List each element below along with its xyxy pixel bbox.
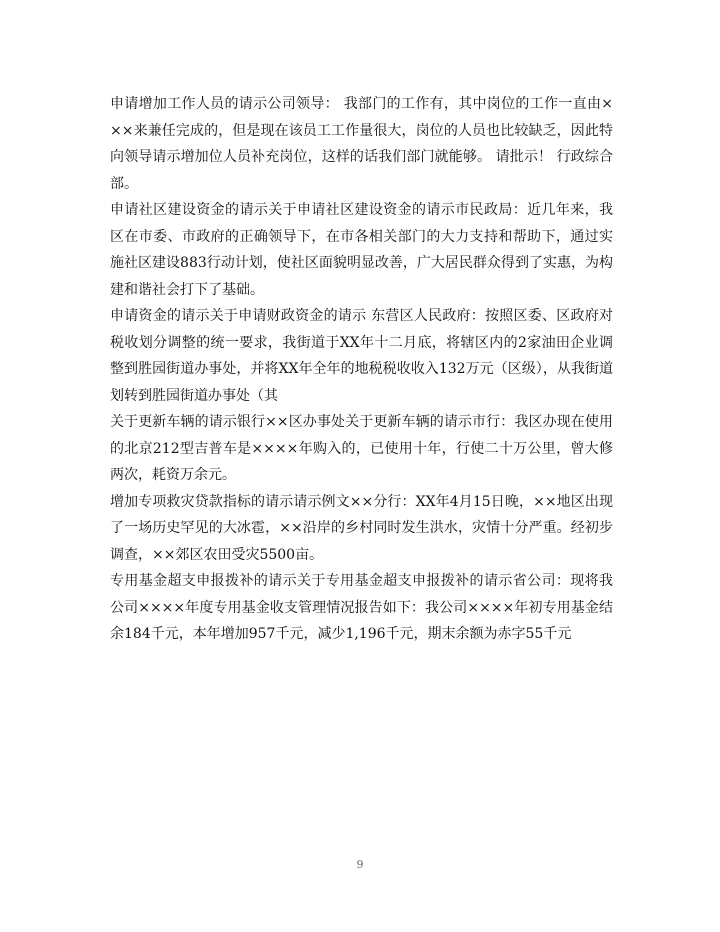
document-body: [110, 91, 613, 648]
paragraph-community-funds: 申请社区建设资金的请示关于申请社区建设资金的请示市民政局：近几年来，我区在市委、市政府的正确领导下，在市各相关部门的大力支持和帮助下，通过实施社区建设883行动计划，使社区面貌明显改善，广大居民群众得到了实惠，为构建和谐社会打下了基础。: [110, 202, 613, 298]
paragraph-fiscal-funds: 申请资金的请示关于申请财政资金的请示 东营区人民政府：按照区委、区政府对税收划分调整的统一要求，我街道于XX年十二月底，将辖区内的2家油田企业调整到胜园街道办事处，并将XX年全年的地税税收收入132万元（区级），从我街道划转到胜园街道办事处（其: [110, 308, 613, 404]
paragraph-vehicle-update: 关于更新车辆的请示银行××区办事处关于更新车辆的请示市行：我区办现在使用的北京212型吉普车是××××年购入的，已使用十年，行使二十万公里，曾大修两次，耗资万余元。: [110, 414, 613, 483]
paragraph-disaster-loan: 增加专项救灾贷款指标的请示请示例文××分行：XX年4月15日晚，××地区出现了一场历史罕见的大冰雹，××沿岸的乡村同时发生洪水，灾情十分严重。经初步调查，××郊区农田受灾5500亩。: [110, 493, 613, 563]
page-number: 9: [356, 858, 364, 871]
paragraph-staff-request: 申请增加工作人员的请示公司领导： 我部门的工作有，其中岗位的工作一直由×××来兼任完成的，但是现在该员工工作量很大，岗位的人员也比较缺乏，因此特向领导请示增加位人员补充岗位，这样的话我们部门就能够。 请批示！ 行政综合部。: [110, 96, 613, 192]
paragraph-special-fund: 专用基金超支申报拨补的请示关于专用基金超支申报拨补的请示省公司：现将我公司××××年度专用基金收支管理情况报告如下：我公司××××年初专用基金结余184千元，本年增加957千元，减少1,196千元，期末余额为赤字55千元: [110, 573, 613, 642]
